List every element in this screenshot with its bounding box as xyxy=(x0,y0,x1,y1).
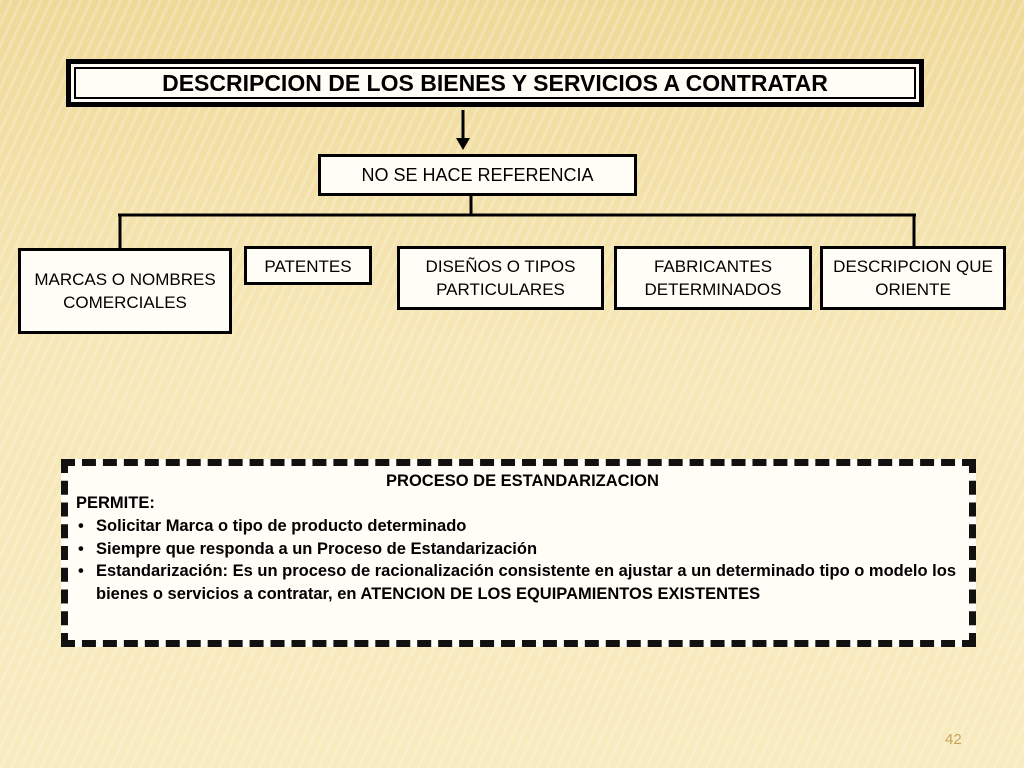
category-box-descripcion xyxy=(820,246,1006,310)
bullet-icon: • xyxy=(78,539,84,558)
category-box-patentes xyxy=(244,246,372,285)
category-label: PATENTES xyxy=(264,257,352,276)
list-item-text: Solicitar Marca o tipo de producto determinado xyxy=(96,517,467,535)
list-item-text: Estandarización: Es un proceso de racionalización consistente en ajustar a un determinado tipo o modelo los bienes o servicios a contratar, en ATENCION DE LOS EQUIPAMIENTOS EXISTENTES xyxy=(96,562,957,603)
list-item xyxy=(76,560,959,605)
bullet-icon: • xyxy=(78,517,84,535)
category-box-fabricantes xyxy=(614,246,812,310)
category-label: FABRICANTES DETERMINADOS xyxy=(644,257,782,299)
panel-heading: PROCESO DE ESTANDARIZACION xyxy=(386,472,659,490)
category-box-disenos xyxy=(397,246,604,310)
bullet-list xyxy=(76,515,959,605)
reference-box xyxy=(318,154,637,196)
category-box-marcas xyxy=(18,248,232,334)
list-item xyxy=(76,515,959,538)
list-item xyxy=(76,538,959,561)
panel-intro: PERMITE: xyxy=(76,494,155,512)
list-item-text: Siempre que responda a un Proceso de Estandarización xyxy=(96,539,538,558)
category-label: MARCAS O NOMBRES COMERCIALES xyxy=(34,270,216,312)
category-label: DESCRIPCION QUE ORIENTE xyxy=(833,257,993,299)
bullet-icon: • xyxy=(78,562,84,580)
category-label: DISEÑOS O TIPOS PARTICULARES xyxy=(425,257,576,299)
standardization-panel xyxy=(61,459,976,647)
main-title: DESCRIPCION DE LOS BIENES Y SERVICIOS A CONTRATAR xyxy=(162,69,828,96)
page-number: 42 xyxy=(945,731,962,748)
main-title-box xyxy=(66,59,924,107)
reference-label: NO SE HACE REFERENCIA xyxy=(361,164,594,185)
arrow-head-icon xyxy=(456,138,470,150)
